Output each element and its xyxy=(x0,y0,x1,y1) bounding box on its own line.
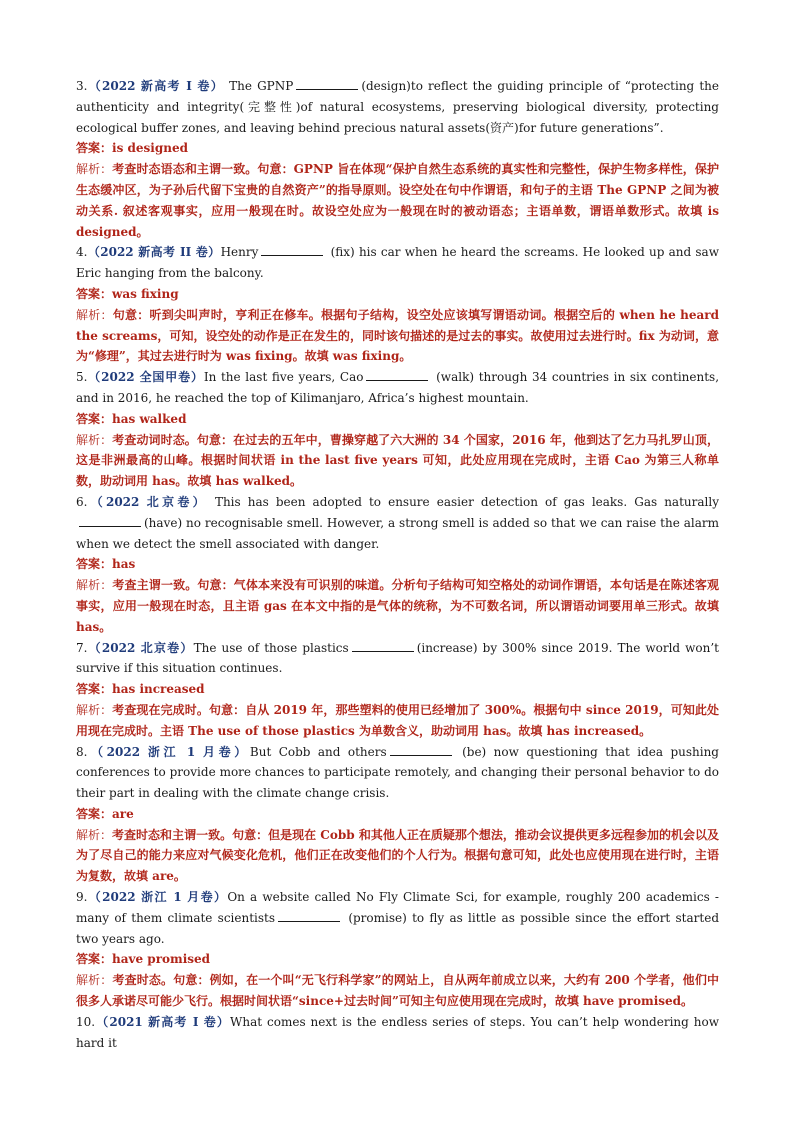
question-stem-before: What comes next is the endless series of steps. You can’t help wondering how hard it xyxy=(76,1014,720,1050)
question-stem-after: (design)to reflect the guiding principle of “protecting the authenticity and integrity(完整性)of natural ecosystems, preserving biological diversity, protecting ecological buffer zones, and leaving behind precious natural assets(资产)for future generations”. xyxy=(76,79,719,135)
answer-label: 答案： xyxy=(76,286,113,301)
answer-blank xyxy=(352,639,414,652)
explanation xyxy=(76,575,719,637)
question-block xyxy=(76,76,719,242)
question-stem-before: In the last five years, Cao xyxy=(203,370,364,385)
question-source: （2022 全国甲卷） xyxy=(87,370,204,385)
explanation-label: 解析： xyxy=(76,702,113,717)
explanation xyxy=(76,430,719,492)
question-stem-after: (walk) through 34 countries in six continents, and in 2016, he reached the top of Kilimanjaro, Africa’s highest mountain. xyxy=(76,370,720,405)
question-stem-before: This has been adopted to ensure easier detection of gas leaks. Gas naturally xyxy=(214,494,719,509)
answer-line xyxy=(76,409,719,430)
question-stem-before: But Cobb and others xyxy=(249,744,387,759)
question-text xyxy=(76,76,719,138)
answer-line xyxy=(76,679,719,700)
question-source: （2021 新高考 I 卷） xyxy=(95,1014,231,1029)
question-stem-after: (increase) by 300% since 2019. The world won’t survive if this situation continues. xyxy=(76,640,719,676)
question-text xyxy=(76,1012,719,1054)
question-number: 6. xyxy=(76,494,88,509)
answer-blank xyxy=(366,368,428,381)
document-page xyxy=(76,76,719,1053)
explanation-text: 考查主谓一致。句意：气体本来没有可识别的味道。分析句子结构可知空格处的动词作谓语，本句话是在陈述客观事实，应用一般现在时态，且主语 gas 在本文中指的是气体的统称，为不可数名词，所以谓语动词要用单三形式。故填 has。 xyxy=(76,578,719,634)
explanation-label: 解析： xyxy=(76,827,113,842)
question-text xyxy=(76,367,719,409)
question-source: （2022 浙江 1 月卷） xyxy=(87,890,228,905)
explanation-label: 解析： xyxy=(76,432,113,447)
question-number: 4. xyxy=(76,245,88,260)
explanation-label: 解析： xyxy=(76,973,113,988)
answer-line xyxy=(76,284,719,305)
answer-label: 答案： xyxy=(76,411,113,426)
question-stem-before: Henry xyxy=(220,245,259,260)
answer-blank xyxy=(296,77,358,90)
answer-label: 答案： xyxy=(76,952,113,967)
answer-label: 答案： xyxy=(76,141,113,156)
question-text xyxy=(76,638,719,680)
question-source: （2022 北京卷） xyxy=(87,494,208,509)
explanation-label: 解析： xyxy=(76,307,113,322)
explanation-text: 考查动词时态。句意：在过去的五年中，曹操穿越了六大洲的 34 个国家，2016 年，他到达了乞力马扎罗山顶，这是非洲最高的山峰。根据时间状语 in the last five years 可知，此处应用现在完成时，主语 Cao 为第三人称单数，助动词用 has。故填 has walked。 xyxy=(76,432,719,489)
answer-line xyxy=(76,554,719,575)
explanation-label: 解析： xyxy=(76,578,113,593)
question-number: 9. xyxy=(76,890,88,905)
answer-value: is designed xyxy=(112,141,188,156)
question-source: （2022 新高考 I 卷） xyxy=(87,79,224,93)
answer-label: 答案： xyxy=(76,682,113,697)
answer-value: are xyxy=(112,806,134,821)
question-block xyxy=(76,1012,719,1054)
answer-blank xyxy=(278,909,340,922)
explanation-text: 句意：听到尖叫声时，亨利正在修车。根据句子结构，设空处应该填写谓语动词。根据空后的 when he heard the screams，可知，设空处的动作是正在发生的，同时该句描述的是过去的事实。故使用过去进行时。fix 为动词，意为“修理”，其过去进行时为 was fixing。故填 was fixing。 xyxy=(76,307,719,364)
question-number: 7. xyxy=(76,640,88,655)
answer-line xyxy=(76,138,719,159)
question-block xyxy=(76,638,719,742)
question-stem-after: (have) no recognisable smell. However, a strong smell is added so that we can raise the alarm when we detect the smell associated with danger. xyxy=(76,515,719,551)
question-text xyxy=(76,492,719,554)
explanation xyxy=(76,700,719,742)
explanation-text: 考查时态语态和主谓一致。句意：GPNP 旨在体现“保护自然生态系统的真实性和完整性，保护生物多样性，保护生态缓冲区，为子孙后代留下宝贵的自然资产”的指导原则。设空处在句中作谓语，和句子的主语 The GPNP 之间为被动关系. 叙述客观事实，应用一般现在时。故设空处应为一般现在时的被动语态；主语单数，谓语单数形式。故填 is designed。 xyxy=(76,162,719,239)
explanation-text: 考查时态。句意：例如，在一个叫“无飞行科学家”的网站上，自从两年前成立以来，大约有 200 个学者，他们中很多人承诺尽可能少飞行。根据时间状语“since+过去时间”可知主句应使用现在完成时，故填 have promised。 xyxy=(76,973,719,1009)
question-number: 10. xyxy=(76,1014,96,1029)
question-source: （2022 新高考 II 卷） xyxy=(87,245,221,260)
question-text xyxy=(76,887,719,949)
question-block xyxy=(76,887,719,1012)
question-source: （2022 浙江 1 月卷） xyxy=(87,744,250,759)
question-number: 8. xyxy=(76,744,88,759)
answer-value: has increased xyxy=(112,682,205,697)
question-block xyxy=(76,742,719,888)
explanation xyxy=(76,305,719,367)
explanation xyxy=(76,970,719,1012)
question-stem-after: (promise) to fly as little as possible since the effort started two years ago. xyxy=(76,910,719,946)
question-stem-after: (be) now questioning that idea pushing conferences to provide more chances to participate remotely, and changing their personal behavior to do their part in dealing with the climate change crisis. xyxy=(76,744,719,801)
answer-value: has xyxy=(112,557,136,572)
answer-value: was fixing xyxy=(112,286,179,301)
question-block xyxy=(76,242,719,367)
question-stem-before: The GPNP xyxy=(229,79,294,93)
answer-value: has walked xyxy=(112,411,187,426)
explanation xyxy=(76,159,719,242)
explanation-label: 解析： xyxy=(76,162,113,177)
question-source: （2022 北京卷） xyxy=(87,640,194,655)
question-block xyxy=(76,367,719,492)
question-stem-before: The use of those plastics xyxy=(193,640,349,655)
question-block xyxy=(76,492,719,638)
answer-label: 答案： xyxy=(76,557,113,572)
explanation-text: 考查时态和主谓一致。句意：但是现在 Cobb 和其他人正在质疑那个想法，推动会议提供更多远程参加的机会以及为了尽自己的能力来应对气候变化危机，他们正在改变他们的个人行为。根据句意可知，此处也应使用现在进行时，主语为复数，故填 are。 xyxy=(76,827,719,884)
question-text xyxy=(76,242,719,284)
question-stem-after: (fix) his car when he heard the screams. He looked up and saw Eric hanging from the balcony. xyxy=(76,245,719,281)
answer-blank xyxy=(390,743,452,756)
answer-value: have promised xyxy=(112,952,211,967)
answer-blank xyxy=(261,243,323,256)
answer-line xyxy=(76,804,719,825)
question-text xyxy=(76,742,719,804)
question-number: 5. xyxy=(76,370,88,385)
question-number: 3. xyxy=(76,79,88,93)
question-stem-before: On a website called No Fly Climate Sci, for example, roughly 200 academics - many of them climate scientists xyxy=(76,890,719,925)
answer-blank xyxy=(79,514,141,527)
explanation xyxy=(76,825,719,887)
answer-line xyxy=(76,949,719,970)
answer-label: 答案： xyxy=(76,806,113,821)
explanation-text: 考查现在完成时。句意：自从 2019 年，那些塑料的使用已经增加了 300%。根据句中 since 2019，可知此处用现在完成时。主语 The use of those plastics 为单数含义，助动词用 has。故填 has increased。 xyxy=(76,702,719,738)
